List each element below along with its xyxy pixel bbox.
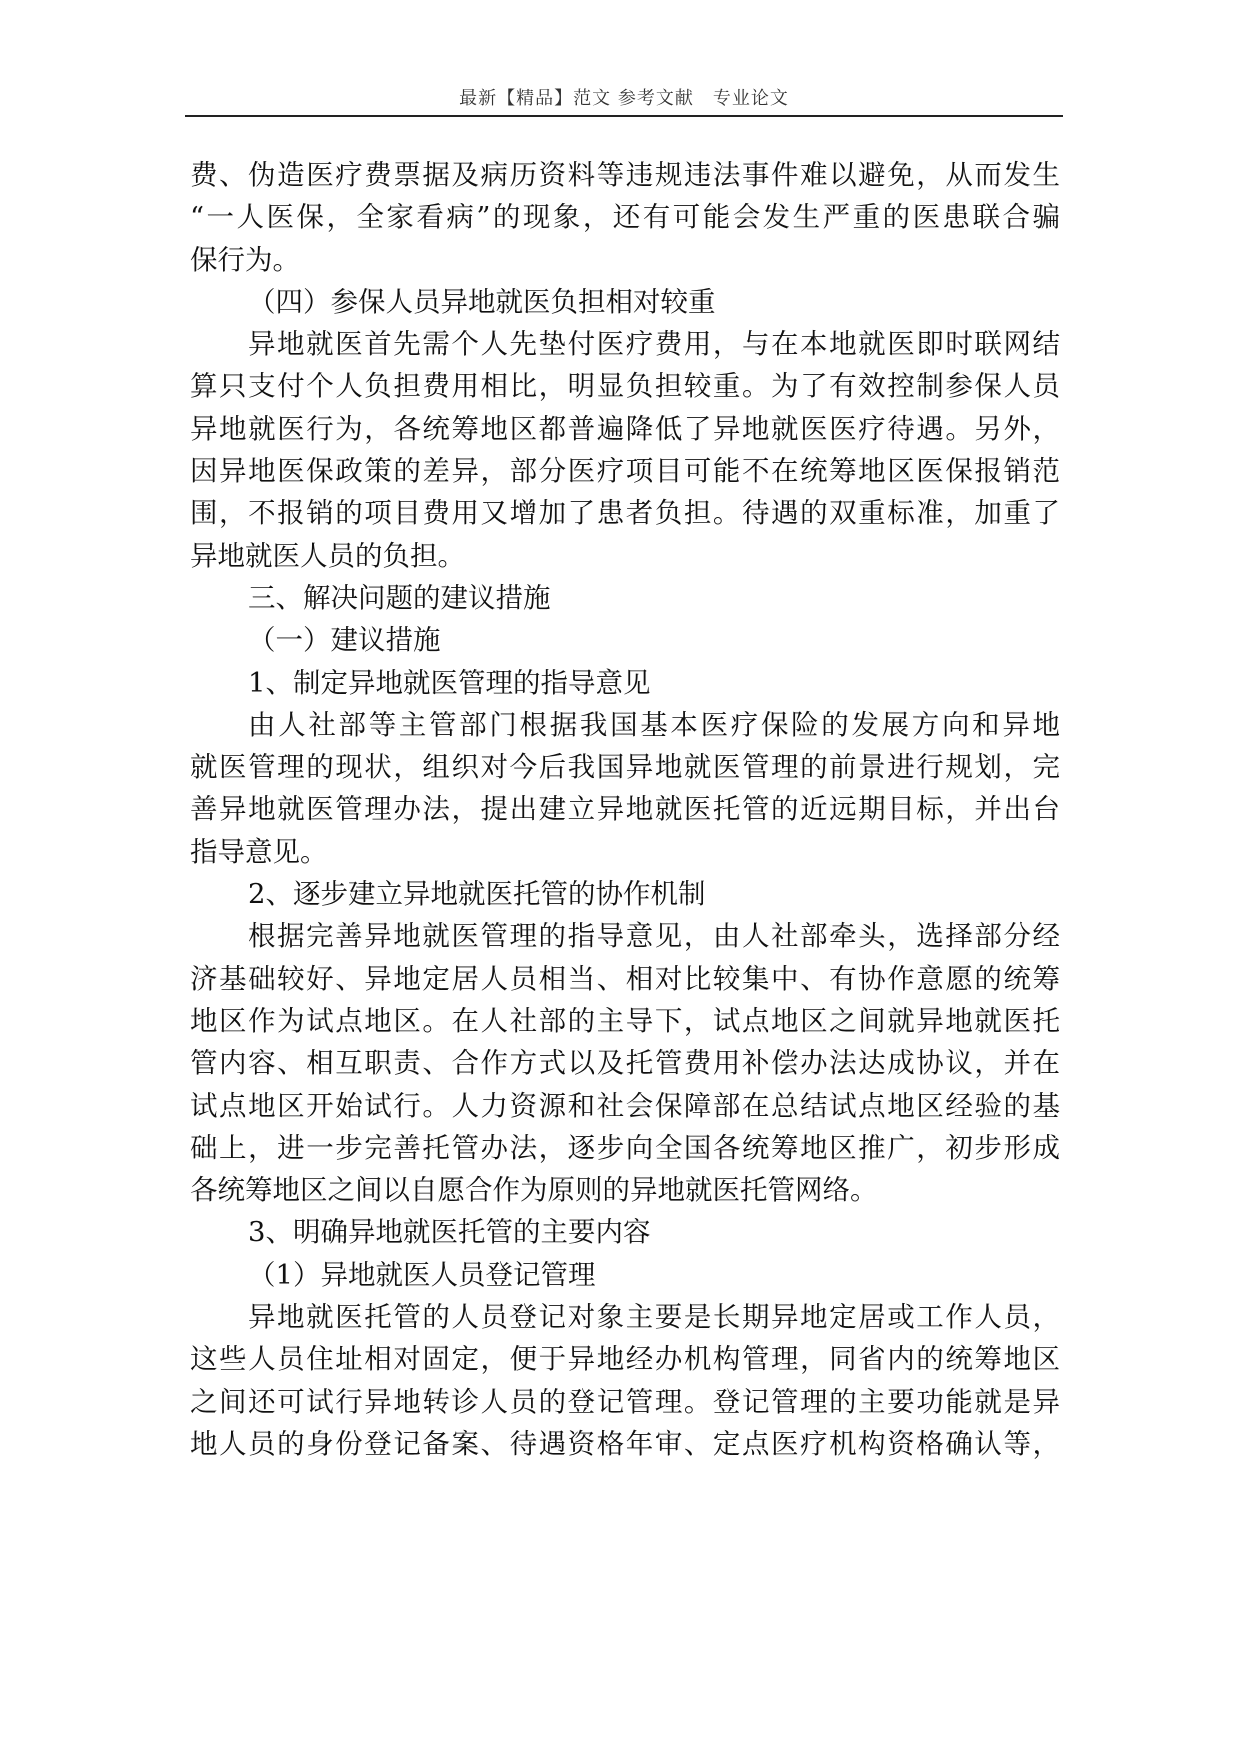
body-line: 保行为。 bbox=[190, 243, 300, 276]
section-heading: （四）参保人员异地就医负担相对较重 bbox=[248, 285, 716, 318]
body-line: 就医管理的现状，组织对今后我国异地就医管理的前景进行规划，完 bbox=[190, 751, 1060, 784]
body-line: 善异地就医管理办法，提出建立异地就医托管的近远期目标，并出台 bbox=[190, 793, 1060, 826]
section-heading: 三、解决问题的建议措施 bbox=[248, 581, 551, 614]
paragraph-start: 由人社部等主管部门根据我国基本医疗保险的发展方向和异地 bbox=[248, 708, 1060, 741]
body-line: 算只支付个人负担费用相比，明显负担较重。为了有效控制参保人员 bbox=[190, 370, 1060, 403]
body-line: “一人医保，全家看病”的现象，还有可能会发生严重的医患联合骗 bbox=[190, 201, 1060, 234]
paragraph-start: 根据完善异地就医管理的指导意见，由人社部牵头，选择部分经 bbox=[248, 920, 1060, 953]
paragraph-start: 异地就医托管的人员登记对象主要是长期异地定居或工作人员， bbox=[248, 1301, 1060, 1334]
body-line: 费、伪造医疗费票据及病历资料等违规违法事件难以避免，从而发生 bbox=[190, 159, 1060, 191]
body-line: 试点地区开始试行。人力资源和社会保障部在总结试点地区经验的基 bbox=[190, 1089, 1060, 1122]
document-body bbox=[190, 154, 1060, 1465]
body-line: 地人员的身份登记备案、待遇资格年审、定点医疗机构资格确认等， bbox=[190, 1427, 1060, 1460]
header-divider bbox=[185, 115, 1063, 117]
body-line: 异地就医人员的负担。 bbox=[190, 539, 465, 572]
subsection-heading: （一）建议措施 bbox=[248, 624, 441, 657]
page-header: 最新【精品】范文 参考文献 专业论文 bbox=[459, 88, 789, 109]
item-heading: 1、制定异地就医管理的指导意见 bbox=[248, 666, 651, 699]
body-line: 地区作为试点地区。在人社部的主导下，试点地区之间就异地就医托 bbox=[190, 1004, 1060, 1037]
body-line: 异地就医行为，各统筹地区都普遍降低了异地就医医疗待遇。另外， bbox=[190, 412, 1060, 445]
body-line: 因异地医保政策的差异，部分医疗项目可能不在统筹地区医保报销范 bbox=[190, 455, 1060, 488]
body-line: 指导意见。 bbox=[190, 835, 328, 868]
body-line: 管内容、相互职责、合作方式以及托管费用补偿办法达成协议，并在 bbox=[190, 1047, 1060, 1080]
body-line: 济基础较好、异地定居人员相当、相对比较集中、有协作意愿的统筹 bbox=[190, 962, 1060, 995]
body-line: 围，不报销的项目费用又增加了患者负担。待遇的双重标准，加重了 bbox=[190, 497, 1060, 530]
body-line: 这些人员住址相对固定，便于异地经办机构管理，同省内的统筹地区 bbox=[190, 1343, 1060, 1376]
body-line: 础上，进一步完善托管办法，逐步向全国各统筹地区推广，初步形成 bbox=[190, 1131, 1060, 1164]
body-line: 之间还可试行异地转诊人员的登记管理。登记管理的主要功能就是异 bbox=[190, 1385, 1060, 1418]
item-heading: 2、逐步建立异地就医托管的协作机制 bbox=[248, 878, 706, 911]
paragraph-start: 异地就医首先需个人先垫付医疗费用，与在本地就医即时联网结 bbox=[248, 328, 1060, 361]
item-heading: 3、明确异地就医托管的主要内容 bbox=[248, 1216, 651, 1249]
body-line: 各统筹地区之间以自愿合作为原则的异地就医托管网络。 bbox=[190, 1174, 878, 1207]
subitem-heading: （1）异地就医人员登记管理 bbox=[248, 1258, 596, 1291]
